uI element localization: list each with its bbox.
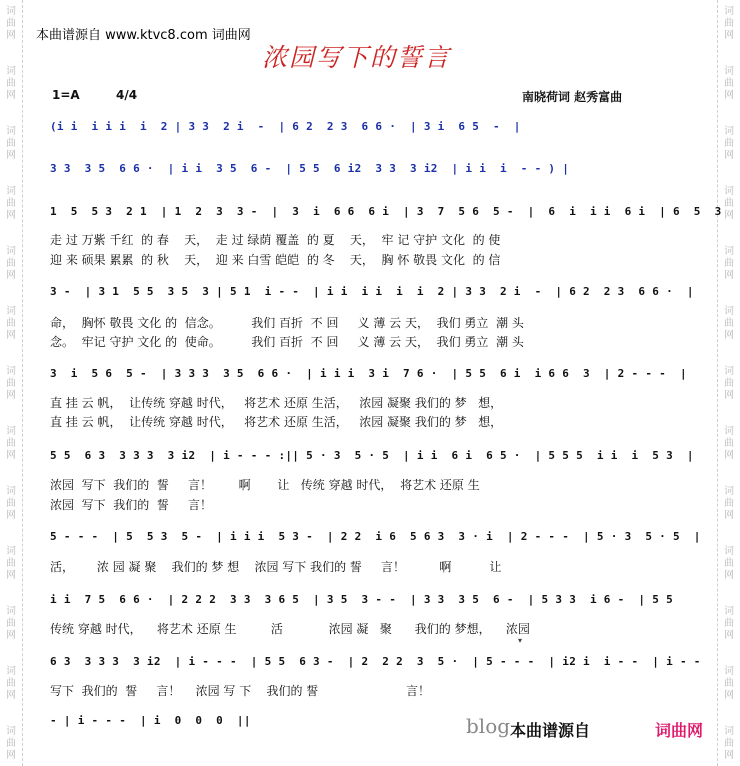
watermark-char: 网 xyxy=(6,330,16,341)
time-signature: 4/4 xyxy=(116,88,138,102)
watermark-char: 词 xyxy=(6,366,16,377)
watermark-char: 网 xyxy=(6,630,16,641)
lyric-line-4a: 浓园 写下 我们的 誓 言！ 啊 让 传统 穿越 时代， 将艺术 还原 生 xyxy=(50,478,480,492)
watermark-char: 曲 xyxy=(724,618,734,629)
notes-line-7: 6 3 3 3 3 3 i2 | i - - - | 5 5 6 3 - | 2 2 2 3 5 · | 5 - - - | i2 i i - - | i - - xyxy=(50,655,701,668)
watermark-char: 网 xyxy=(724,630,734,641)
blog-word: blog xyxy=(466,714,511,738)
watermark-char: 词 xyxy=(6,666,16,677)
watermark-char: 曲 xyxy=(724,378,734,389)
lyric-line-1a: 走 过 万紫 千红 的 春 天， 走 过 绿荫 覆盖 的 夏 天， 牢 记 守护 文化 的 使 xyxy=(50,233,501,247)
watermark-char: 曲 xyxy=(6,618,16,629)
key-signature: 1=A xyxy=(52,88,80,102)
watermark-char: 网 xyxy=(724,450,734,461)
watermark-char: 词 xyxy=(724,666,734,677)
watermark-char: 词 xyxy=(724,246,734,257)
watermark-char: 词 xyxy=(6,486,16,497)
watermark-char: 词 xyxy=(724,366,734,377)
notes-line-5: 5 - - - | 5 5 3 5 - | i i i 5 3 - | 2 2 i 6 5 6 3 3 · i | 2 - - - | 5 · 3 5 · 5 | xyxy=(50,530,701,543)
watermark-char: 曲 xyxy=(724,258,734,269)
watermark-char: 曲 xyxy=(6,78,16,89)
watermark-char: 曲 xyxy=(6,318,16,329)
watermark-char: 曲 xyxy=(724,558,734,569)
watermark-char: 网 xyxy=(6,150,16,161)
watermark-char: 网 xyxy=(724,90,734,101)
watermark-char: 网 xyxy=(724,210,734,221)
watermark-char: 词 xyxy=(6,606,16,617)
notes-line-3: 3 i 5 6 5 - | 3 3 3 3 5 6 6 · | i i i 3 i 7 6 · | 5 5 6 i i 6 6 3 | 2 - - - | xyxy=(50,367,687,380)
cursor-icon: ▾ xyxy=(518,636,523,645)
watermark-char: 词 xyxy=(6,66,16,77)
watermark-char: 网 xyxy=(724,30,734,41)
watermark-char: 网 xyxy=(6,390,16,401)
watermark-char: 词 xyxy=(6,546,16,557)
song-title: 浓园写下的誓言 xyxy=(262,43,452,72)
lyric-line-1b: 迎 来 硕果 累累 的 秋 天， 迎 来 白雪 皑皑 的 冬 天， 胸 怀 敬畏 文化 的 信 xyxy=(50,253,501,267)
watermark-char: 词 xyxy=(6,186,16,197)
watermark-char: 曲 xyxy=(6,678,16,689)
watermark-char: 曲 xyxy=(724,678,734,689)
notes-line-8: - | i - - - | i 0 0 0 || xyxy=(50,714,251,727)
watermark-char: 词 xyxy=(724,66,734,77)
watermark-char: 词 xyxy=(6,126,16,137)
watermark-char: 网 xyxy=(724,390,734,401)
intro-notes-line-1: (i i i i i i 2 | 3 3 2 i - | 6 2 2 3 6 6 · | 3 i 6 5 - | xyxy=(50,120,521,133)
watermark-char: 曲 xyxy=(724,318,734,329)
watermark-char: 网 xyxy=(6,270,16,281)
watermark-char: 网 xyxy=(724,330,734,341)
watermark-char: 词 xyxy=(6,426,16,437)
watermark-char: 网 xyxy=(6,30,16,41)
watermark-char: 词 xyxy=(724,606,734,617)
lyric-line-2b: 念。 牢记 守护 文化 的 使命。 我们 百折 不 回 义 薄 云 天， 我们 勇立 潮 头 xyxy=(50,335,524,349)
notes-line-4: 5 5 6 3 3 3 3 3 i2 | i - - - :|| 5 · 3 5 · 5 | i i 6 i 6 5 · | 5 5 5 i i i 5 3 | xyxy=(50,449,694,462)
watermark-char: 词 xyxy=(724,426,734,437)
source-line: 本曲谱源自 www.ktvc8.com 词曲网 xyxy=(36,28,251,43)
watermark-char: 曲 xyxy=(6,498,16,509)
watermark-char: 词 xyxy=(6,306,16,317)
watermark-char: 词 xyxy=(6,726,16,737)
notes-line-1: 1 5 5 3 2 1 | 1 2 3 3 - | 3 i 6 6 6 i | 3 7 5 6 5 - | 6 i i i 6 i | 6 5 3 xyxy=(50,205,722,218)
lyric-line-5: 活， 浓 园 凝 聚 我们的 梦 想 浓园 写下 我们的 誓 言！ 啊 让 xyxy=(50,560,502,574)
watermark-char: 词 xyxy=(724,306,734,317)
lyric-line-4b: 浓园 写下 我们的 誓 言！ xyxy=(50,498,212,512)
watermark-char: 曲 xyxy=(724,138,734,149)
watermark-char: 网 xyxy=(724,750,734,761)
watermark-char: 网 xyxy=(6,570,16,581)
watermark-char: 曲 xyxy=(724,18,734,29)
lyric-line-3a: 直 挂 云 帆， 让传统 穿越 时代， 将艺术 还原 生活， 浓园 凝聚 我们的 梦 想， xyxy=(50,396,503,410)
watermark-char: 网 xyxy=(724,690,734,701)
watermark-char: 曲 xyxy=(724,438,734,449)
watermark-char: 词 xyxy=(724,186,734,197)
right-watermark-strip xyxy=(717,0,740,766)
watermark-char: 曲 xyxy=(6,438,16,449)
lyric-line-2a: 命， 胸怀 敬畏 文化 的 信念。 我们 百折 不 回 义 薄 云 天， 我们 勇立 潮 头 xyxy=(50,316,524,330)
intro-notes-line-2: 3 3 3 5 6 6 · | i i 3 5 6 - | 5 5 6 i2 3 3 3 i2 | i i i - - ) | xyxy=(50,162,570,175)
notes-line-2: 3 - | 3 1 5 5 3 5 3 | 5 1 i - - | i i i i i i 2 | 3 3 2 i - | 6 2 2 3 6 6 · | xyxy=(50,285,694,298)
watermark-char: 曲 xyxy=(6,558,16,569)
lyric-line-7: 写下 我们的 誓 言！ 浓园 写 下 我们的 誓 言！ xyxy=(50,684,431,698)
watermark-char: 词 xyxy=(724,546,734,557)
watermark-char: 网 xyxy=(6,690,16,701)
watermark-char: 曲 xyxy=(6,138,16,149)
lyric-line-3b: 直 挂 云 帆， 让传统 穿越 时代， 将艺术 还原 生活， 浓园 凝聚 我们的 梦 想， xyxy=(50,415,503,429)
credits: 南晓荷词 赵秀富曲 xyxy=(522,90,623,104)
watermark-char: 曲 xyxy=(6,198,16,209)
watermark-char: 网 xyxy=(724,510,734,521)
site-logo: 词曲网 xyxy=(655,721,704,740)
watermark-char: 网 xyxy=(6,90,16,101)
watermark-char: 曲 xyxy=(724,198,734,209)
watermark-char: 曲 xyxy=(724,498,734,509)
watermark-char: 词 xyxy=(6,6,16,17)
watermark-char: 网 xyxy=(6,450,16,461)
watermark-char: 曲 xyxy=(6,18,16,29)
watermark-char: 网 xyxy=(6,510,16,521)
watermark-char: 曲 xyxy=(6,738,16,749)
blog-source-label: 本曲谱源自 xyxy=(510,721,591,740)
watermark-char: 曲 xyxy=(724,738,734,749)
notes-line-6: i i 7 5 6 6 · | 2 2 2 3 3 3 6 5 | 3 5 3 - - | 3 3 3 5 6 - | 5 3 3 i 6 - | 5 5 xyxy=(50,593,674,606)
watermark-char: 曲 xyxy=(724,78,734,89)
watermark-char: 曲 xyxy=(6,378,16,389)
watermark-char: 网 xyxy=(724,570,734,581)
watermark-char: 曲 xyxy=(6,258,16,269)
watermark-char: 网 xyxy=(6,750,16,761)
watermark-char: 词 xyxy=(724,126,734,137)
watermark-char: 词 xyxy=(724,726,734,737)
left-watermark-strip xyxy=(0,0,23,766)
watermark-char: 词 xyxy=(724,486,734,497)
watermark-char: 网 xyxy=(724,150,734,161)
lyric-line-6: 传统 穿越 时代， 将艺术 还原 生 活 浓园 凝 聚 我们的 梦想， 浓园 xyxy=(50,622,530,636)
watermark-char: 词 xyxy=(6,246,16,257)
watermark-char: 网 xyxy=(724,270,734,281)
watermark-char: 词 xyxy=(724,6,734,17)
watermark-char: 网 xyxy=(6,210,16,221)
